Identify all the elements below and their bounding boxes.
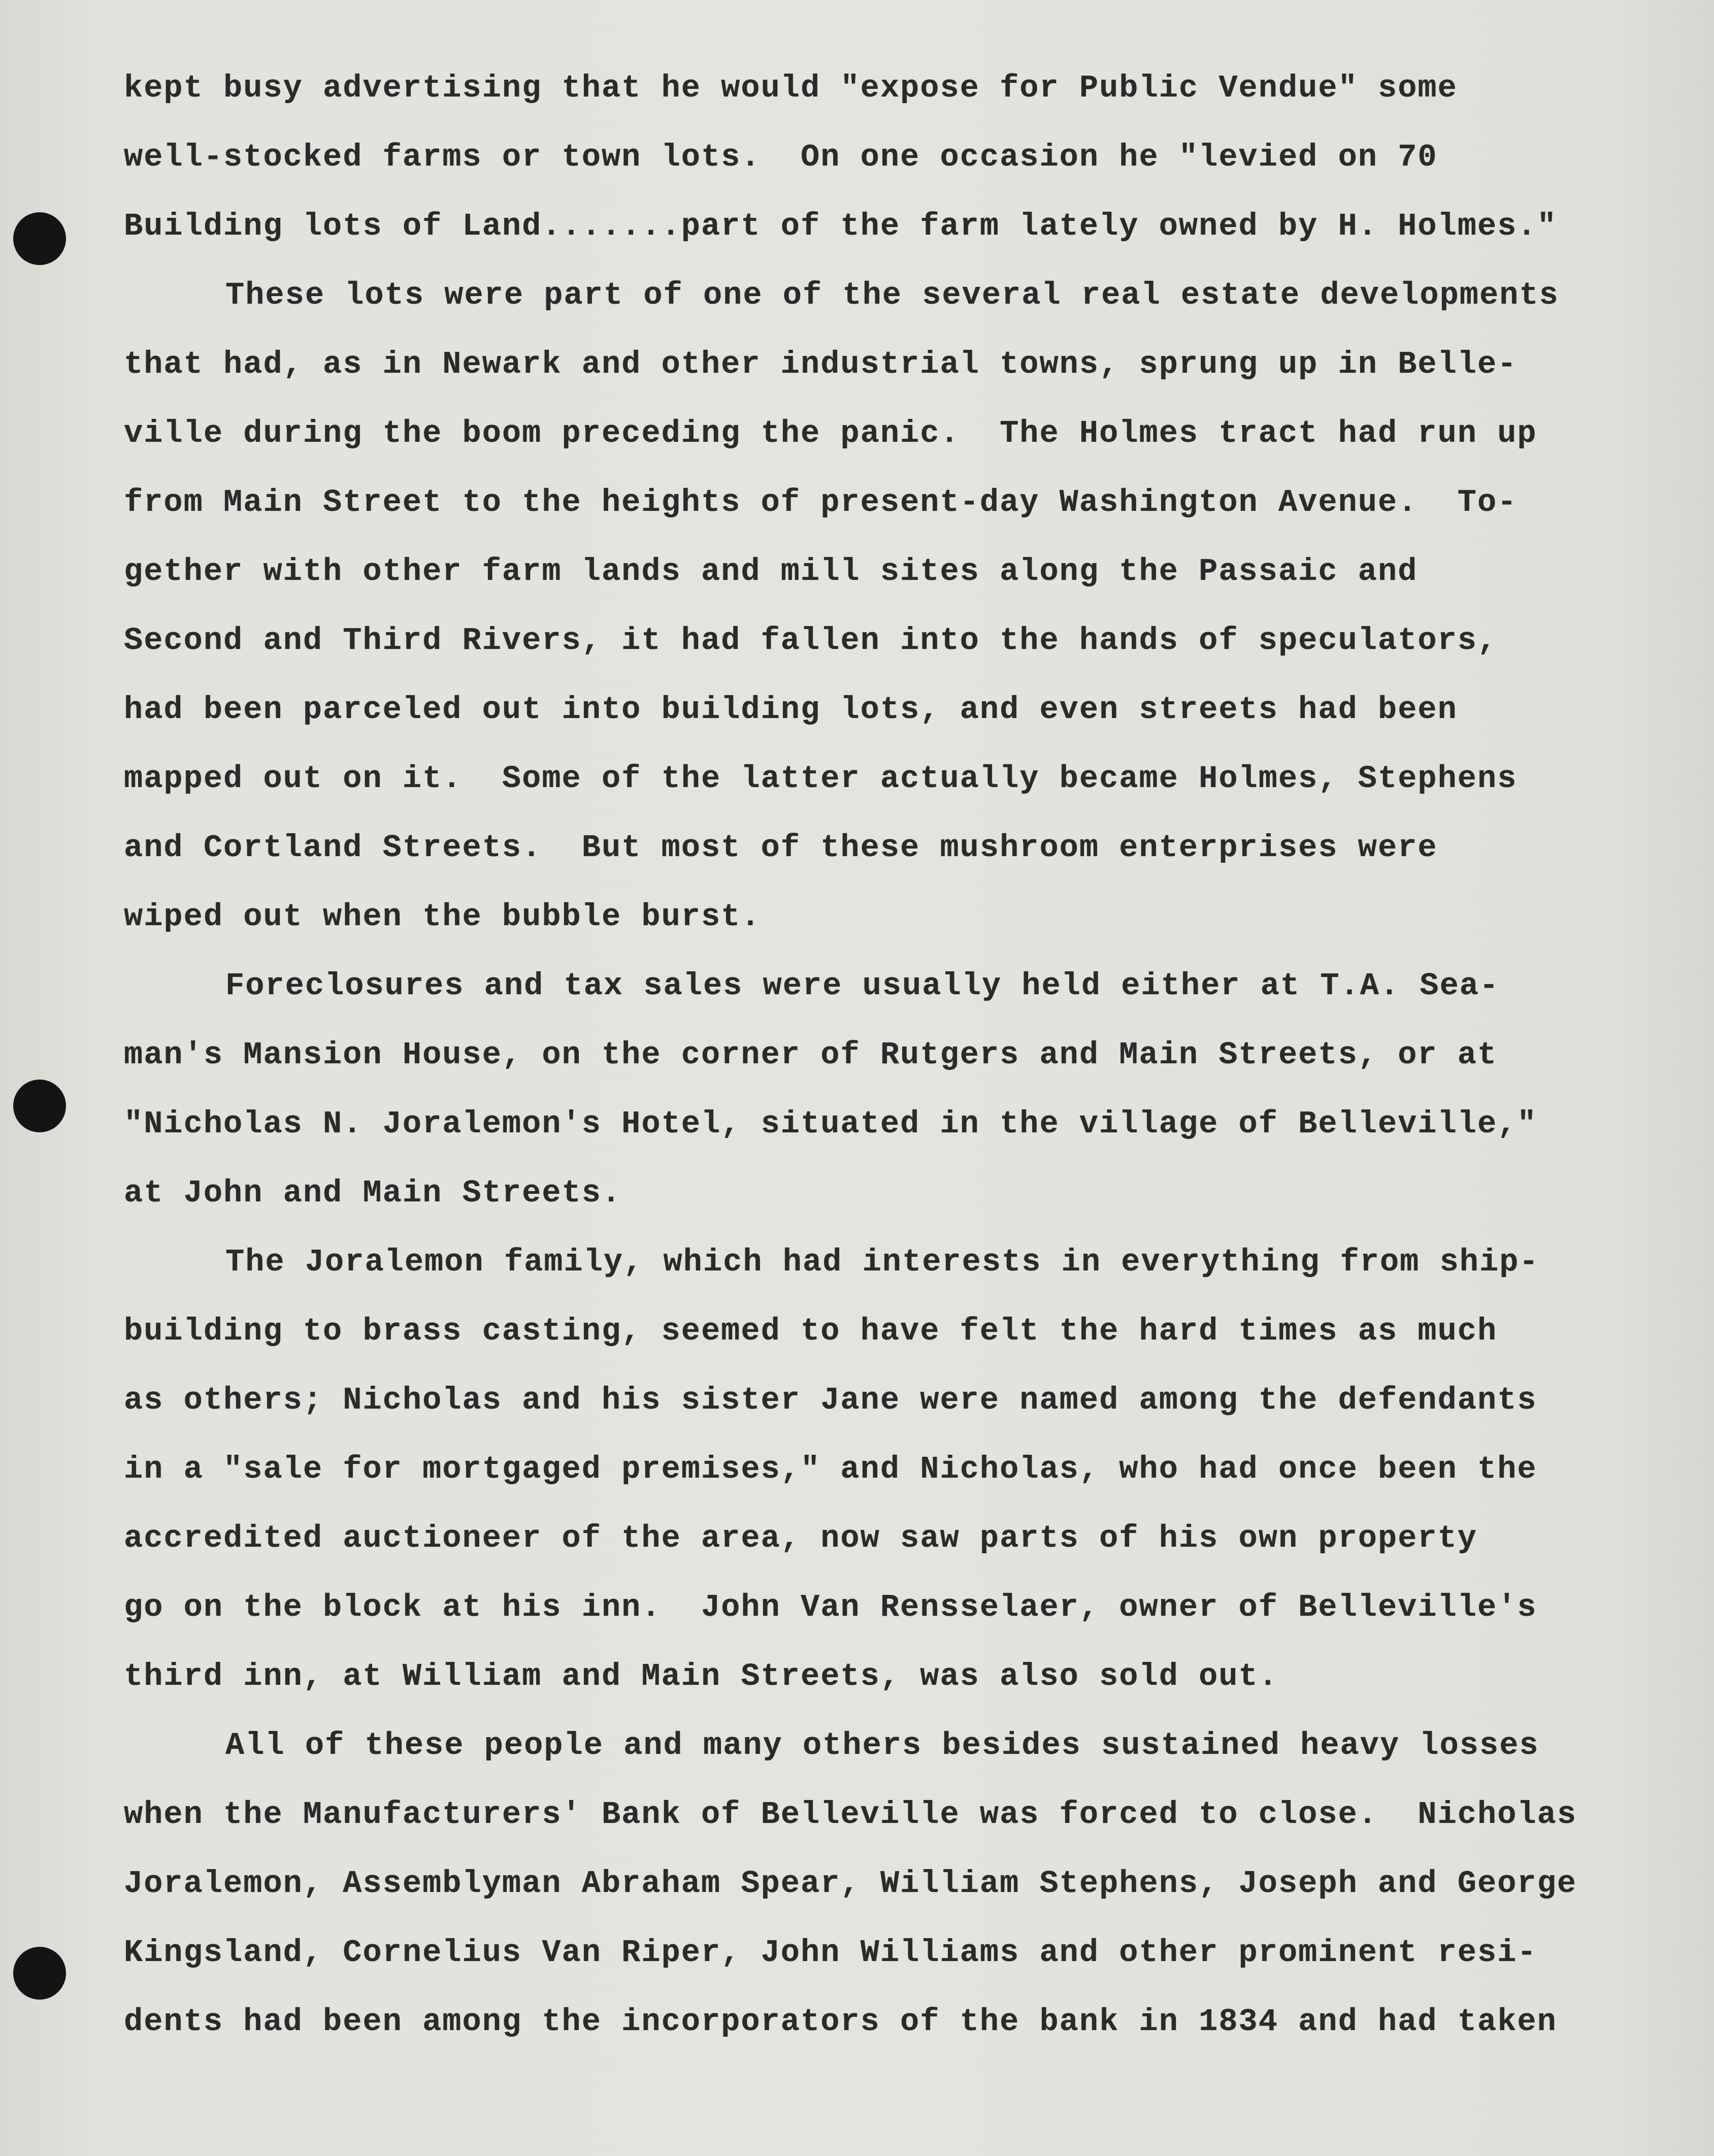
- text-line: and Cortland Streets. But most of these mushroom enterprises were: [124, 830, 1438, 866]
- text-line: kept busy advertising that he would "expose for Public Vendue" some: [124, 70, 1458, 106]
- text-line: third inn, at William and Main Streets, was also sold out.: [124, 1658, 1278, 1694]
- text-line: Joralemon, Assemblyman Abraham Spear, William Stephens, Joseph and George: [124, 1866, 1577, 1902]
- text-line: gether with other farm lands and mill sites along the Passaic and: [124, 553, 1418, 590]
- text-line: at John and Main Streets.: [124, 1175, 622, 1211]
- text-line: Second and Third Rivers, it had fallen into the hands of speculators,: [124, 623, 1498, 659]
- text-line: that had, as in Newark and other industrial towns, sprung up in Belle-: [124, 346, 1518, 382]
- text-line: dents had been among the incorporators of the bank in 1834 and had taken: [124, 2004, 1557, 2040]
- text-line: Building lots of Land.......part of the farm lately owned by H. Holmes.": [124, 208, 1557, 244]
- text-line: from Main Street to the heights of present-day Washington Avenue. To-: [124, 484, 1518, 520]
- text-line: These lots were part of one of the several real estate developments: [225, 277, 1559, 313]
- text-line: The Joralemon family, which had interests in everything from ship-: [225, 1244, 1539, 1280]
- text-line: building to brass casting, seemed to have felt the hard times as much: [124, 1313, 1498, 1349]
- text-line: man's Mansion House, on the corner of Rutgers and Main Streets, or at: [124, 1037, 1498, 1073]
- text-line: had been parceled out into building lots, and even streets had been: [124, 692, 1458, 728]
- text-line: Foreclosures and tax sales were usually held either at T.A. Sea-: [225, 968, 1500, 1004]
- text-line: when the Manufacturers' Bank of Belleville was forced to close. Nicholas: [124, 1796, 1577, 1833]
- text-line: All of these people and many others besides sustained heavy losses: [225, 1727, 1539, 1763]
- text-line: well-stocked farms or town lots. On one occasion he "levied on 70: [124, 139, 1438, 175]
- text-line: accredited auctioneer of the area, now saw parts of his own property: [124, 1520, 1478, 1556]
- text-line: "Nicholas N. Joralemon's Hotel, situated in the village of Belleville,": [124, 1106, 1537, 1142]
- text-line: ville during the boom preceding the panic. The Holmes tract had run up: [124, 415, 1537, 451]
- text-line: in a "sale for mortgaged premises," and Nicholas, who had once been the: [124, 1451, 1537, 1487]
- text-line: as others; Nicholas and his sister Jane were named among the defendants: [124, 1382, 1537, 1418]
- text-line: mapped out on it. Some of the latter actually became Holmes, Stephens: [124, 761, 1518, 797]
- text-line: wiped out when the bubble burst.: [124, 899, 761, 935]
- text-line: go on the block at his inn. John Van Rensselaer, owner of Belleville's: [124, 1589, 1537, 1625]
- text-line: Kingsland, Cornelius Van Riper, John Williams and other prominent resi-: [124, 1935, 1537, 1971]
